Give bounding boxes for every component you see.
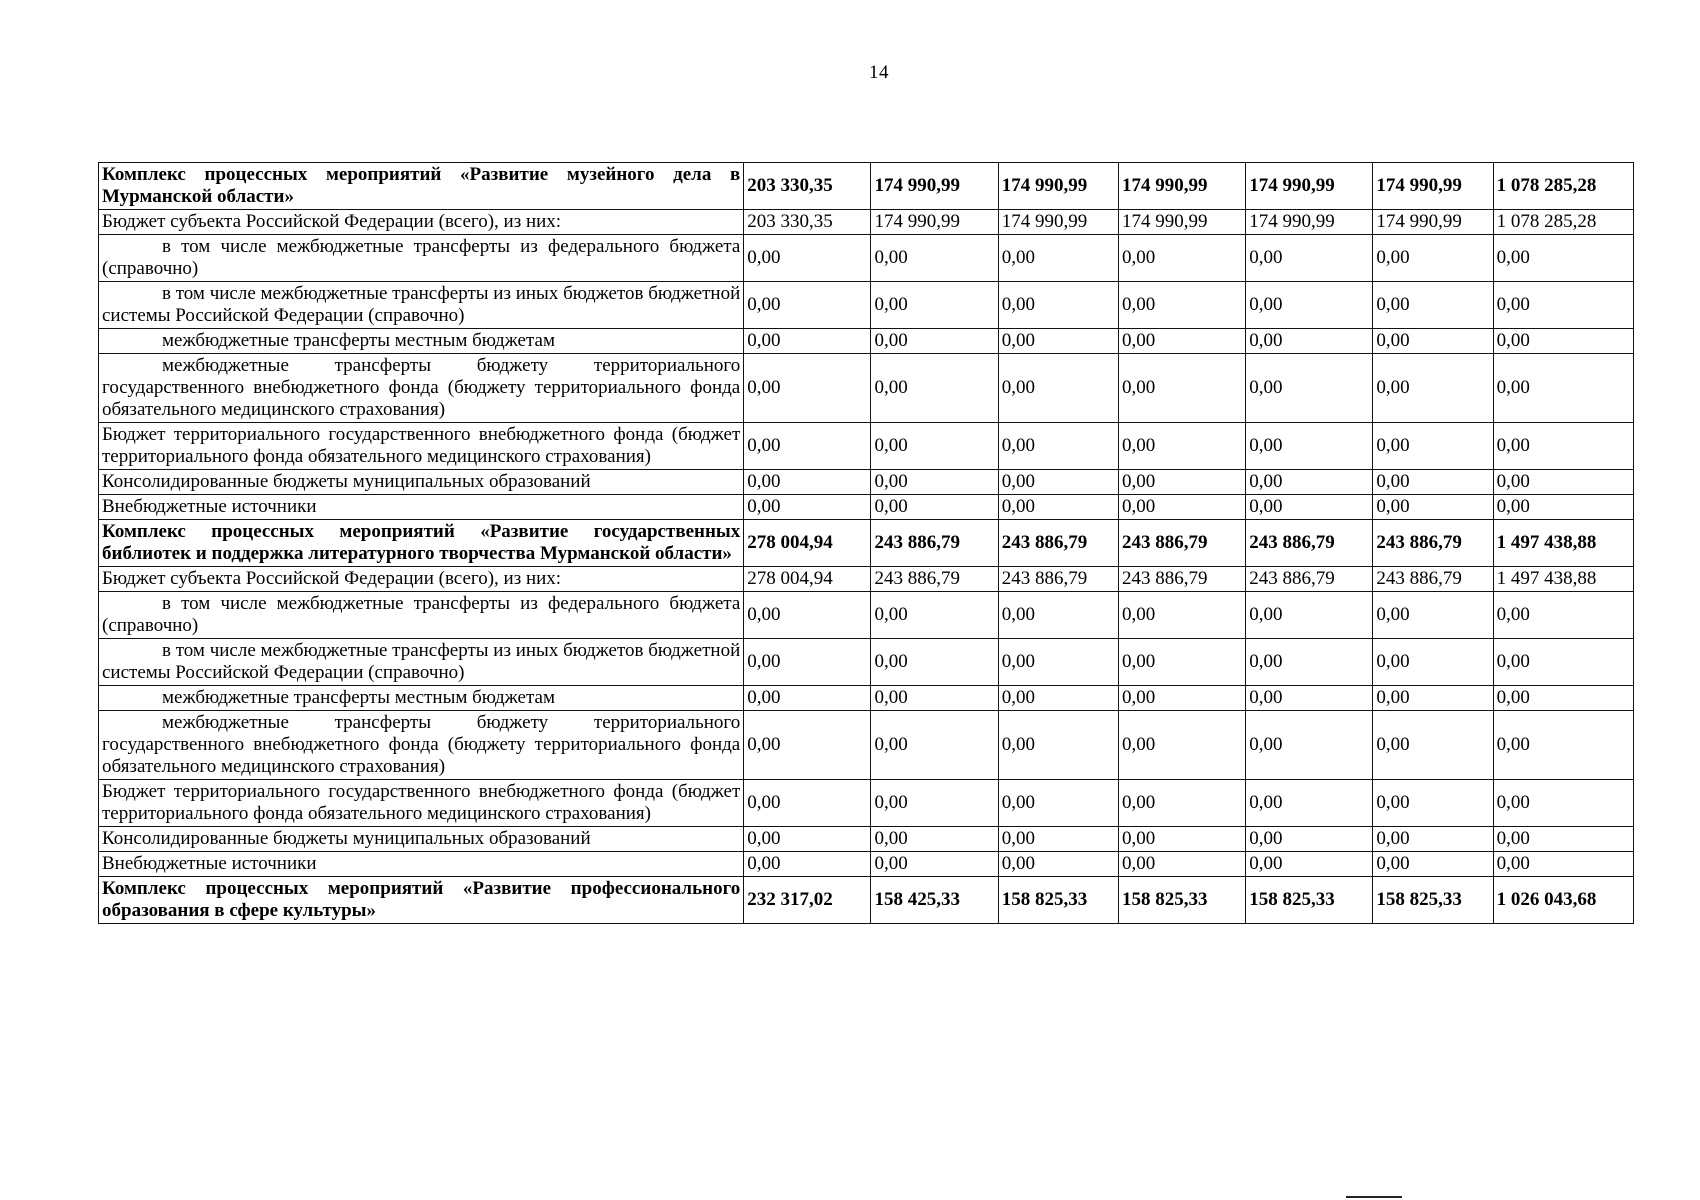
row-value-cell: 0,00 [1373, 827, 1493, 852]
row-total-cell: 1 026 043,68 [1493, 877, 1633, 924]
row-value-cell: 0,00 [1373, 711, 1493, 780]
table-row [99, 282, 1634, 329]
table-row [99, 780, 1634, 827]
row-value-cell: 0,00 [1246, 686, 1373, 711]
row-value-cell: 0,00 [1373, 686, 1493, 711]
row-label: в том числе межбюджетные трансферты из иных бюджетов бюджетной системы Российской Федерации (справочно) [99, 282, 744, 329]
row-value-cell: 243 886,79 [1373, 567, 1493, 592]
row-value-cell: 0,00 [1246, 639, 1373, 686]
row-value-cell: 0,00 [744, 470, 871, 495]
row-value-cell: 0,00 [1373, 354, 1493, 423]
row-value-cell: 278 004,94 [744, 567, 871, 592]
row-label: в том числе межбюджетные трансферты из федерального бюджета (справочно) [99, 235, 744, 282]
row-total-cell: 0,00 [1493, 780, 1633, 827]
table-row [99, 354, 1634, 423]
row-value-cell: 0,00 [744, 852, 871, 877]
row-value-cell: 0,00 [871, 592, 998, 639]
table-row [99, 495, 1634, 520]
row-value-cell: 0,00 [1246, 711, 1373, 780]
row-total-cell: 0,00 [1493, 423, 1633, 470]
row-value-cell: 0,00 [871, 780, 998, 827]
row-value-cell: 203 330,35 [744, 163, 871, 210]
row-value-cell: 0,00 [1118, 711, 1245, 780]
row-value-cell: 158 825,33 [1246, 877, 1373, 924]
row-value-cell: 278 004,94 [744, 520, 871, 567]
row-value-cell: 0,00 [1246, 329, 1373, 354]
row-total-cell: 0,00 [1493, 711, 1633, 780]
table-row [99, 827, 1634, 852]
row-value-cell: 0,00 [998, 423, 1118, 470]
row-total-cell: 0,00 [1493, 852, 1633, 877]
row-value-cell: 158 825,33 [1118, 877, 1245, 924]
row-value-cell: 0,00 [1246, 495, 1373, 520]
row-label: Внебюджетные источники [99, 495, 744, 520]
row-label: Бюджет субъекта Российской Федерации (всего), из них: [99, 210, 744, 235]
row-total-cell: 0,00 [1493, 235, 1633, 282]
row-value-cell: 0,00 [998, 852, 1118, 877]
row-value-cell: 0,00 [1373, 852, 1493, 877]
row-value-cell: 0,00 [871, 852, 998, 877]
row-value-cell: 0,00 [744, 780, 871, 827]
row-value-cell: 0,00 [1118, 639, 1245, 686]
row-value-cell: 0,00 [1373, 780, 1493, 827]
row-value-cell: 0,00 [871, 686, 998, 711]
row-value-cell: 243 886,79 [871, 567, 998, 592]
row-label: Консолидированные бюджеты муниципальных образований [99, 827, 744, 852]
table-section-header-row [99, 877, 1634, 924]
stamp-mark [1346, 1196, 1402, 1198]
row-value-cell: 0,00 [871, 711, 998, 780]
row-value-cell: 0,00 [1246, 282, 1373, 329]
row-value-cell: 0,00 [871, 235, 998, 282]
row-value-cell: 0,00 [998, 592, 1118, 639]
table-row [99, 686, 1634, 711]
row-value-cell: 0,00 [1373, 282, 1493, 329]
row-value-cell: 174 990,99 [1246, 163, 1373, 210]
budget-table [98, 162, 1634, 924]
row-value-cell: 0,00 [744, 827, 871, 852]
row-value-cell: 0,00 [998, 354, 1118, 423]
row-value-cell: 0,00 [998, 329, 1118, 354]
row-value-cell: 0,00 [1373, 592, 1493, 639]
table-section-header-row [99, 520, 1634, 567]
table-row [99, 639, 1634, 686]
row-value-cell: 0,00 [744, 282, 871, 329]
table-row [99, 329, 1634, 354]
row-value-cell: 0,00 [871, 329, 998, 354]
row-value-cell: 174 990,99 [1246, 210, 1373, 235]
row-value-cell: 0,00 [1118, 495, 1245, 520]
row-value-cell: 174 990,99 [1373, 163, 1493, 210]
row-total-cell: 0,00 [1493, 686, 1633, 711]
row-value-cell: 232 317,02 [744, 877, 871, 924]
row-value-cell: 0,00 [1246, 470, 1373, 495]
row-value-cell: 0,00 [1118, 852, 1245, 877]
row-value-cell: 0,00 [1246, 592, 1373, 639]
row-value-cell: 243 886,79 [1118, 520, 1245, 567]
row-value-cell: 243 886,79 [1118, 567, 1245, 592]
row-value-cell: 174 990,99 [1118, 210, 1245, 235]
row-label: межбюджетные трансферты бюджету территориального государственного внебюджетного фонда (бюджету территориального фонда обязательного медицинского страхования) [99, 354, 744, 423]
row-value-cell: 243 886,79 [998, 520, 1118, 567]
row-value-cell: 0,00 [1118, 592, 1245, 639]
row-value-cell: 0,00 [744, 329, 871, 354]
row-label: Бюджет субъекта Российской Федерации (всего), из них: [99, 567, 744, 592]
row-value-cell: 0,00 [1118, 686, 1245, 711]
row-value-cell: 0,00 [1246, 235, 1373, 282]
row-value-cell: 0,00 [1118, 329, 1245, 354]
table-row [99, 852, 1634, 877]
row-total-cell: 1 497 438,88 [1493, 567, 1633, 592]
row-value-cell: 0,00 [998, 827, 1118, 852]
row-value-cell: 0,00 [744, 235, 871, 282]
row-value-cell: 243 886,79 [1373, 520, 1493, 567]
row-total-cell: 0,00 [1493, 470, 1633, 495]
row-total-cell: 0,00 [1493, 495, 1633, 520]
row-value-cell: 0,00 [871, 423, 998, 470]
row-label: Комплекс процессных мероприятий «Развитие государственных библиотек и поддержка литературного творчества Мурманской области» [99, 520, 744, 567]
row-total-cell: 0,00 [1493, 639, 1633, 686]
row-label: в том числе межбюджетные трансферты из федерального бюджета (справочно) [99, 592, 744, 639]
row-value-cell: 0,00 [1118, 282, 1245, 329]
row-value-cell: 243 886,79 [1246, 520, 1373, 567]
row-label: Бюджет территориального государственного внебюджетного фонда (бюджет территориального фонда обязательного медицинского страхования) [99, 423, 744, 470]
row-label: межбюджетные трансферты местным бюджетам [99, 686, 744, 711]
row-value-cell: 203 330,35 [744, 210, 871, 235]
table-body [99, 163, 1634, 924]
row-value-cell: 0,00 [998, 495, 1118, 520]
row-value-cell: 158 825,33 [1373, 877, 1493, 924]
row-value-cell: 0,00 [744, 686, 871, 711]
row-value-cell: 0,00 [1373, 470, 1493, 495]
row-label: Бюджет территориального государственного внебюджетного фонда (бюджет территориального фонда обязательного медицинского страхования) [99, 780, 744, 827]
row-total-cell: 0,00 [1493, 592, 1633, 639]
row-total-cell: 1 078 285,28 [1493, 163, 1633, 210]
row-value-cell: 0,00 [1246, 780, 1373, 827]
table-row [99, 423, 1634, 470]
row-value-cell: 0,00 [998, 470, 1118, 495]
row-value-cell: 0,00 [1246, 852, 1373, 877]
row-value-cell: 0,00 [1373, 329, 1493, 354]
row-value-cell: 0,00 [1373, 495, 1493, 520]
row-value-cell: 0,00 [1118, 780, 1245, 827]
row-value-cell: 0,00 [871, 354, 998, 423]
row-value-cell: 0,00 [744, 495, 871, 520]
table-row [99, 470, 1634, 495]
row-label: межбюджетные трансферты бюджету территориального государственного внебюджетного фонда (бюджету территориального фонда обязательного медицинского страхования) [99, 711, 744, 780]
row-label: Консолидированные бюджеты муниципальных образований [99, 470, 744, 495]
row-value-cell: 0,00 [744, 711, 871, 780]
row-value-cell: 0,00 [1373, 639, 1493, 686]
page-number: 14 [869, 62, 889, 83]
row-value-cell: 0,00 [998, 235, 1118, 282]
row-label: Внебюджетные источники [99, 852, 744, 877]
row-value-cell: 0,00 [1118, 827, 1245, 852]
row-value-cell: 158 425,33 [871, 877, 998, 924]
row-label: в том числе межбюджетные трансферты из иных бюджетов бюджетной системы Российской Федерации (справочно) [99, 639, 744, 686]
row-value-cell: 0,00 [744, 423, 871, 470]
row-value-cell: 174 990,99 [998, 163, 1118, 210]
row-value-cell: 0,00 [1373, 423, 1493, 470]
row-value-cell: 0,00 [998, 282, 1118, 329]
row-value-cell: 0,00 [1118, 470, 1245, 495]
row-value-cell: 0,00 [871, 470, 998, 495]
table-row [99, 210, 1634, 235]
row-value-cell: 0,00 [871, 282, 998, 329]
row-value-cell: 0,00 [744, 639, 871, 686]
row-value-cell: 0,00 [1373, 235, 1493, 282]
row-value-cell: 243 886,79 [998, 567, 1118, 592]
row-value-cell: 243 886,79 [1246, 567, 1373, 592]
row-label: Комплекс процессных мероприятий «Развитие профессионального образования в сфере культуры» [99, 877, 744, 924]
row-value-cell: 158 825,33 [998, 877, 1118, 924]
row-value-cell: 174 990,99 [1118, 163, 1245, 210]
row-total-cell: 0,00 [1493, 827, 1633, 852]
table-row [99, 567, 1634, 592]
row-value-cell: 174 990,99 [1373, 210, 1493, 235]
row-value-cell: 0,00 [744, 592, 871, 639]
row-value-cell: 0,00 [998, 639, 1118, 686]
row-value-cell: 0,00 [998, 711, 1118, 780]
table-section-header-row [99, 163, 1634, 210]
row-value-cell: 0,00 [1118, 235, 1245, 282]
row-value-cell: 0,00 [871, 639, 998, 686]
row-value-cell: 174 990,99 [871, 163, 998, 210]
row-total-cell: 1 078 285,28 [1493, 210, 1633, 235]
table-row [99, 235, 1634, 282]
row-value-cell: 0,00 [998, 686, 1118, 711]
row-value-cell: 0,00 [998, 780, 1118, 827]
row-value-cell: 243 886,79 [871, 520, 998, 567]
row-value-cell: 0,00 [1246, 827, 1373, 852]
row-total-cell: 0,00 [1493, 329, 1633, 354]
row-value-cell: 174 990,99 [998, 210, 1118, 235]
row-value-cell: 174 990,99 [871, 210, 998, 235]
table-row [99, 592, 1634, 639]
row-value-cell: 0,00 [871, 495, 998, 520]
row-total-cell: 1 497 438,88 [1493, 520, 1633, 567]
row-value-cell: 0,00 [1246, 354, 1373, 423]
table-row [99, 711, 1634, 780]
row-total-cell: 0,00 [1493, 282, 1633, 329]
row-label: Комплекс процессных мероприятий «Развитие музейного дела в Мурманской области» [99, 163, 744, 210]
row-total-cell: 0,00 [1493, 354, 1633, 423]
row-value-cell: 0,00 [1118, 423, 1245, 470]
row-value-cell: 0,00 [1118, 354, 1245, 423]
row-label: межбюджетные трансферты местным бюджетам [99, 329, 744, 354]
row-value-cell: 0,00 [871, 827, 998, 852]
row-value-cell: 0,00 [744, 354, 871, 423]
row-value-cell: 0,00 [1246, 423, 1373, 470]
